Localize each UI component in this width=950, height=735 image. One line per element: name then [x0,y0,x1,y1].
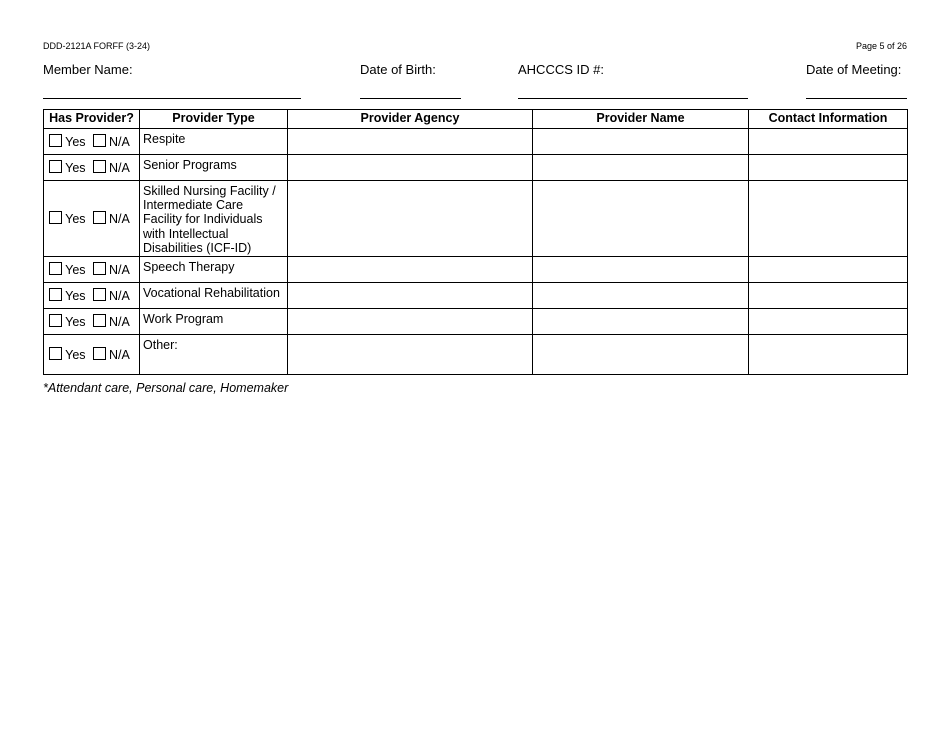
na-checkbox[interactable] [93,288,106,301]
na-label: N/A [109,289,130,303]
yes-label: Yes [65,161,86,175]
yes-checkbox[interactable] [49,314,62,327]
provider-type-cell: Speech Therapy [140,257,288,283]
has-provider-cell [44,155,140,181]
table-header-row [44,110,908,129]
provider-name-cell[interactable] [533,155,749,181]
contact-information-cell[interactable] [749,181,908,257]
member-name-field[interactable] [43,98,301,99]
date-of-meeting-field[interactable] [806,98,907,99]
yes-label: Yes [65,212,86,226]
yes-label: Yes [65,263,86,277]
na-checkbox[interactable] [93,160,106,173]
has-provider-cell [44,309,140,335]
yes-checkbox[interactable] [49,262,62,275]
table-row [44,283,908,309]
na-checkbox[interactable] [93,211,106,224]
yes-checkbox[interactable] [49,211,62,224]
yes-label: Yes [65,315,86,329]
provider-type-cell: Respite [140,129,288,155]
col-provider-name: Provider Name [533,110,749,129]
has-provider-cell [44,257,140,283]
table-row [44,155,908,181]
na-checkbox[interactable] [93,314,106,327]
col-provider-agency: Provider Agency [288,110,533,129]
col-has-provider: Has Provider? [44,110,140,129]
na-label: N/A [109,135,130,149]
footnote: *Attendant care, Personal care, Homemaker [43,381,289,395]
date-of-birth-label: Date of Birth: [360,62,436,77]
provider-agency-cell[interactable] [288,155,533,181]
yes-label: Yes [65,135,86,149]
page-number: Page 5 of 26 [855,41,907,51]
provider-agency-cell[interactable] [288,283,533,309]
yes-label: Yes [65,348,86,362]
form-id: DDD-2121A FORFF (3-24) [43,41,151,51]
ahcccs-id-label: AHCCCS ID #: [518,62,604,77]
provider-agency-cell[interactable] [288,257,533,283]
provider-table [43,109,908,375]
yes-label: Yes [65,289,86,303]
na-label: N/A [109,348,130,362]
col-contact-information: Contact Information [749,110,908,129]
provider-type-cell: Vocational Rehabilitation [140,283,288,309]
provider-agency-cell[interactable] [288,129,533,155]
provider-type-cell: Senior Programs [140,155,288,181]
provider-type-label: Other: [143,338,178,352]
contact-information-cell[interactable] [749,283,908,309]
contact-information-cell[interactable] [749,129,908,155]
provider-name-cell[interactable] [533,129,749,155]
contact-information-cell[interactable] [749,155,908,181]
table-row [44,257,908,283]
provider-name-cell[interactable] [533,181,749,257]
contact-information-cell[interactable] [749,257,908,283]
contact-information-cell[interactable] [749,335,908,375]
na-label: N/A [109,263,130,277]
na-label: N/A [109,161,130,175]
provider-name-cell[interactable] [533,335,749,375]
na-checkbox[interactable] [93,134,106,147]
na-checkbox[interactable] [93,347,106,360]
has-provider-cell [44,335,140,375]
member-name-label: Member Name: [43,62,133,77]
provider-name-cell[interactable] [533,309,749,335]
yes-checkbox[interactable] [49,160,62,173]
contact-information-cell[interactable] [749,309,908,335]
date-of-birth-field[interactable] [360,98,461,99]
na-label: N/A [109,315,130,329]
provider-agency-cell[interactable] [288,309,533,335]
table-row [44,129,908,155]
provider-type-cell: Work Program [140,309,288,335]
na-label: N/A [109,212,130,226]
table-row [44,335,908,375]
provider-name-cell[interactable] [533,283,749,309]
col-provider-type: Provider Type [140,110,288,129]
yes-checkbox[interactable] [49,134,62,147]
na-checkbox[interactable] [93,262,106,275]
provider-agency-cell[interactable] [288,335,533,375]
has-provider-cell [44,283,140,309]
yes-checkbox[interactable] [49,288,62,301]
table-row [44,309,908,335]
table-row [44,181,908,257]
date-of-meeting-label: Date of Meeting: [806,62,902,77]
provider-agency-cell[interactable] [288,181,533,257]
has-provider-cell [44,181,140,257]
yes-checkbox[interactable] [49,347,62,360]
ahcccs-id-field[interactable] [518,98,748,99]
provider-name-cell[interactable] [533,257,749,283]
has-provider-cell [44,129,140,155]
provider-type-other-cell[interactable] [140,335,288,375]
provider-type-cell: Skilled Nursing Facility / Intermediate Care Facility for Individuals with Intellectual Disabilities (ICF-ID) [140,181,288,257]
